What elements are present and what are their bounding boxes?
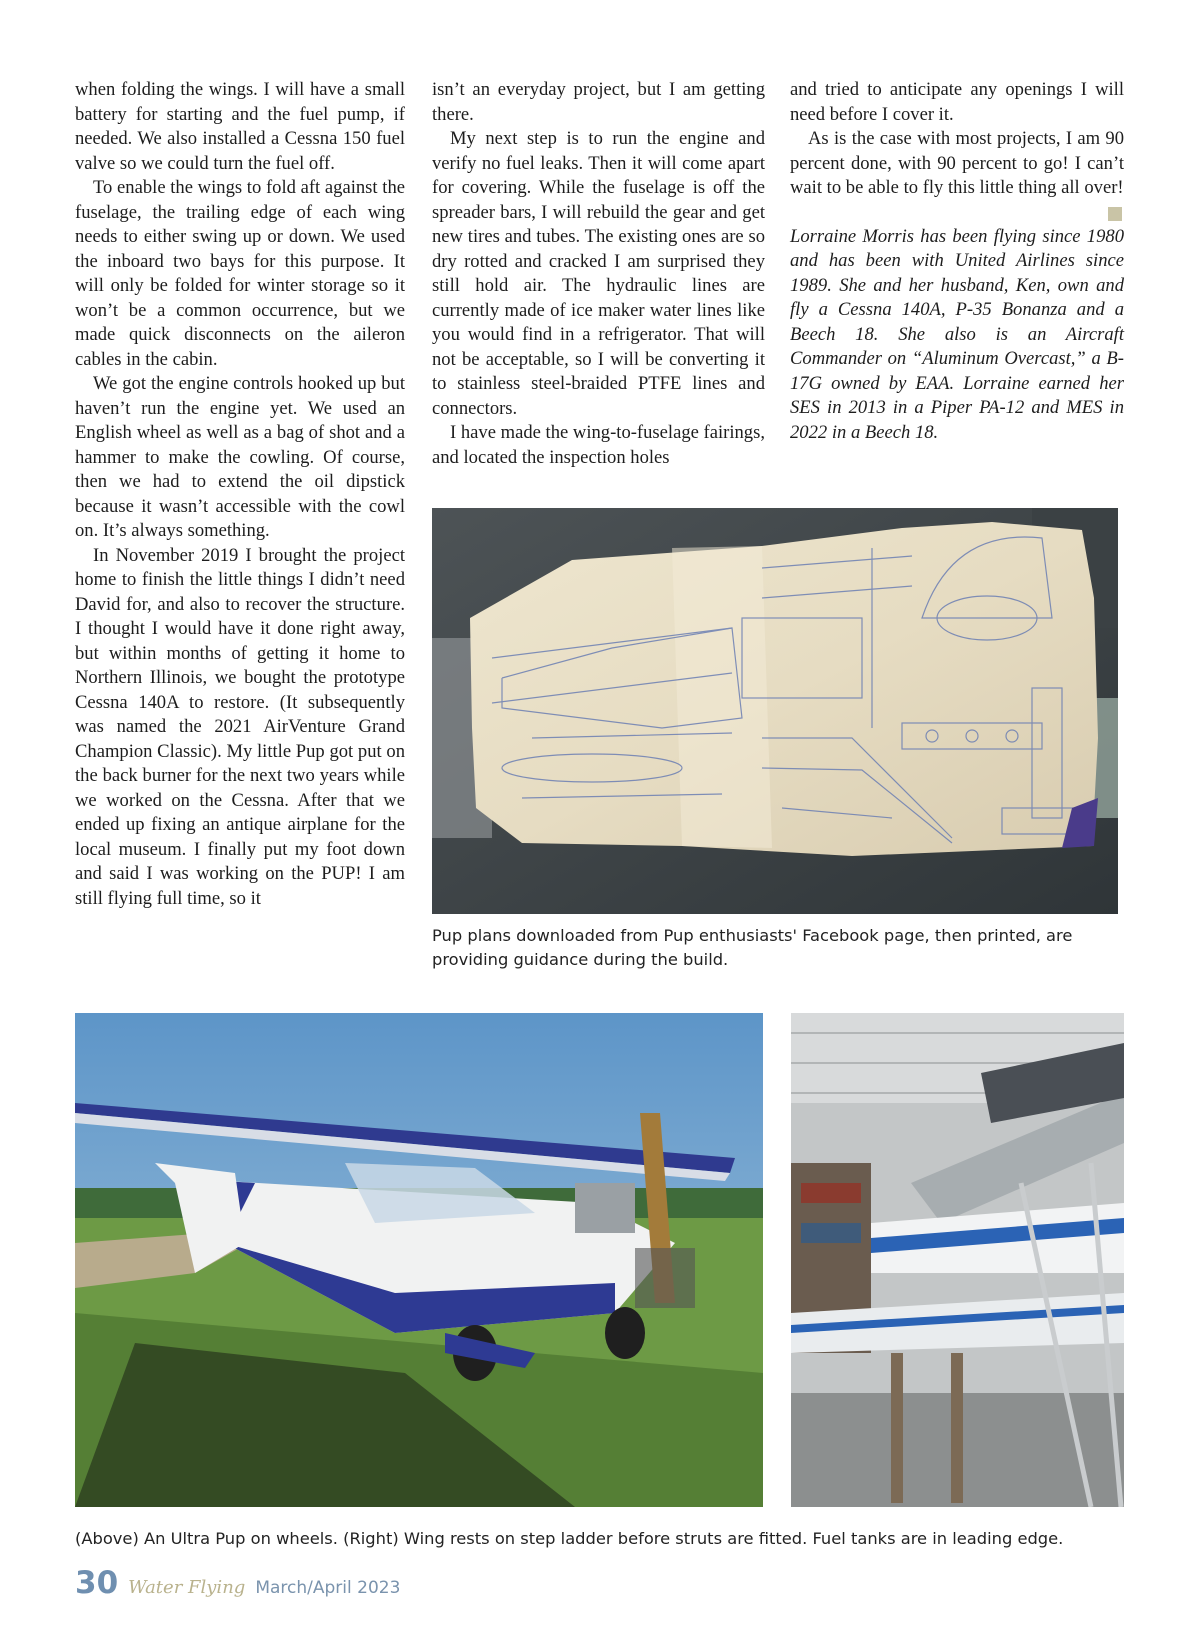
- pup-plans-photo: [432, 508, 1118, 914]
- paragraph: I have made the wing-to-fuselage fairings, and located the inspection holes: [432, 422, 765, 468]
- paragraph: isn’t an everyday project, but I am getting there.: [432, 79, 765, 125]
- ultra-pup-on-wheels-photo: [75, 1013, 763, 1507]
- paragraph: In November 2019 I brought the project home to finish the little things I didn’t need David for, and also to recover the structure. I thought I would have it done right away, but within months of getting it home to Northern Illinois, we bought the prototype Cessna 140A to restore. (It subsequently was named the 2021 AirVenture Grand Champion Classic). My little Pup got put on the back burner for the next two years while we worked on the Cessna. After that we ended up fixing an antique airplane for the local museum. I finally put my foot down and said I was working on the PUP! I am still flying full time, so it: [75, 544, 405, 909]
- article-column-3: [790, 78, 1124, 445]
- end-of-story-mark: [1108, 207, 1122, 221]
- paragraph: To enable the wings to fold aft against the fuselage, the trailing edge of each wing needs to either swing up or down. We used the inboard two bays for this purpose. It will only be folded for winter storage so it won’t be a common occurrence, but we made quick disconnects on the aileron cables in the cabin.: [75, 177, 405, 370]
- author-bio: Lorraine Morris has been flying since 1980 and has been with United Airlines since 1989. She and her husband, Ken, own and fly a Cessna 140A, P-35 Bonanza and a Beech 18. She also is an Aircraft Commander on “Aluminum Overcast,” a B-17G owned by EAA. Lorraine earned her SES in 2013 in a Piper PA-12 and MES in 2022 in a Beech 18.: [790, 225, 1124, 443]
- issue-date: March/April 2023: [255, 1578, 401, 1598]
- plans-photo-caption: Pup plans downloaded from Pup enthusiasts' Facebook page, then printed, are providing guidance during the build.: [432, 926, 1073, 969]
- wing-on-step-ladder-photo: [791, 1013, 1124, 1507]
- article-column-1: [75, 78, 405, 911]
- magazine-name: Water Flying: [128, 1577, 246, 1598]
- paragraph: [790, 127, 1124, 201]
- paragraph: when folding the wings. I will have a small battery for starting and the fuel pump, if needed. We also installed a Cessna 150 fuel valve so we could turn the fuel off.: [75, 79, 405, 174]
- paragraph-text: As is the case with most projects, I am 90 percent done, with 90 percent to go! I can’t wait to be able to fly this little thing all over!: [790, 128, 1124, 198]
- article-column-2: [432, 78, 765, 470]
- paragraph: and tried to anticipate any openings I will need before I cover it.: [790, 79, 1124, 125]
- page-folio: [75, 1565, 400, 1601]
- paragraph: We got the engine controls hooked up but haven’t run the engine yet. We used an English wheel as well as a bag of shot and a hammer to make the cowling. Of course, then we had to extend the oil dipstick because it wasn’t accessible with the cowl on. It’s always something.: [75, 373, 405, 541]
- paragraph: My next step is to run the engine and verify no fuel leaks. Then it will come apart for covering. While the fuselage is off the spreader bars, I will rebuild the gear and get new tires and tubes. The existing ones are so dry rotted and cracked I am surprised they still hold air. The hydraulic lines are currently made of ice maker water lines like you would find in a refrigerator. That will not be acceptable, so I will be converting it to stainless steel-braided PTFE lines and connectors.: [432, 128, 765, 419]
- bottom-photos-caption: (Above) An Ultra Pup on wheels. (Right) Wing rests on step ladder before struts are fitted. Fuel tanks are in leading edge.: [75, 1529, 1064, 1548]
- page-number: 30: [75, 1565, 119, 1601]
